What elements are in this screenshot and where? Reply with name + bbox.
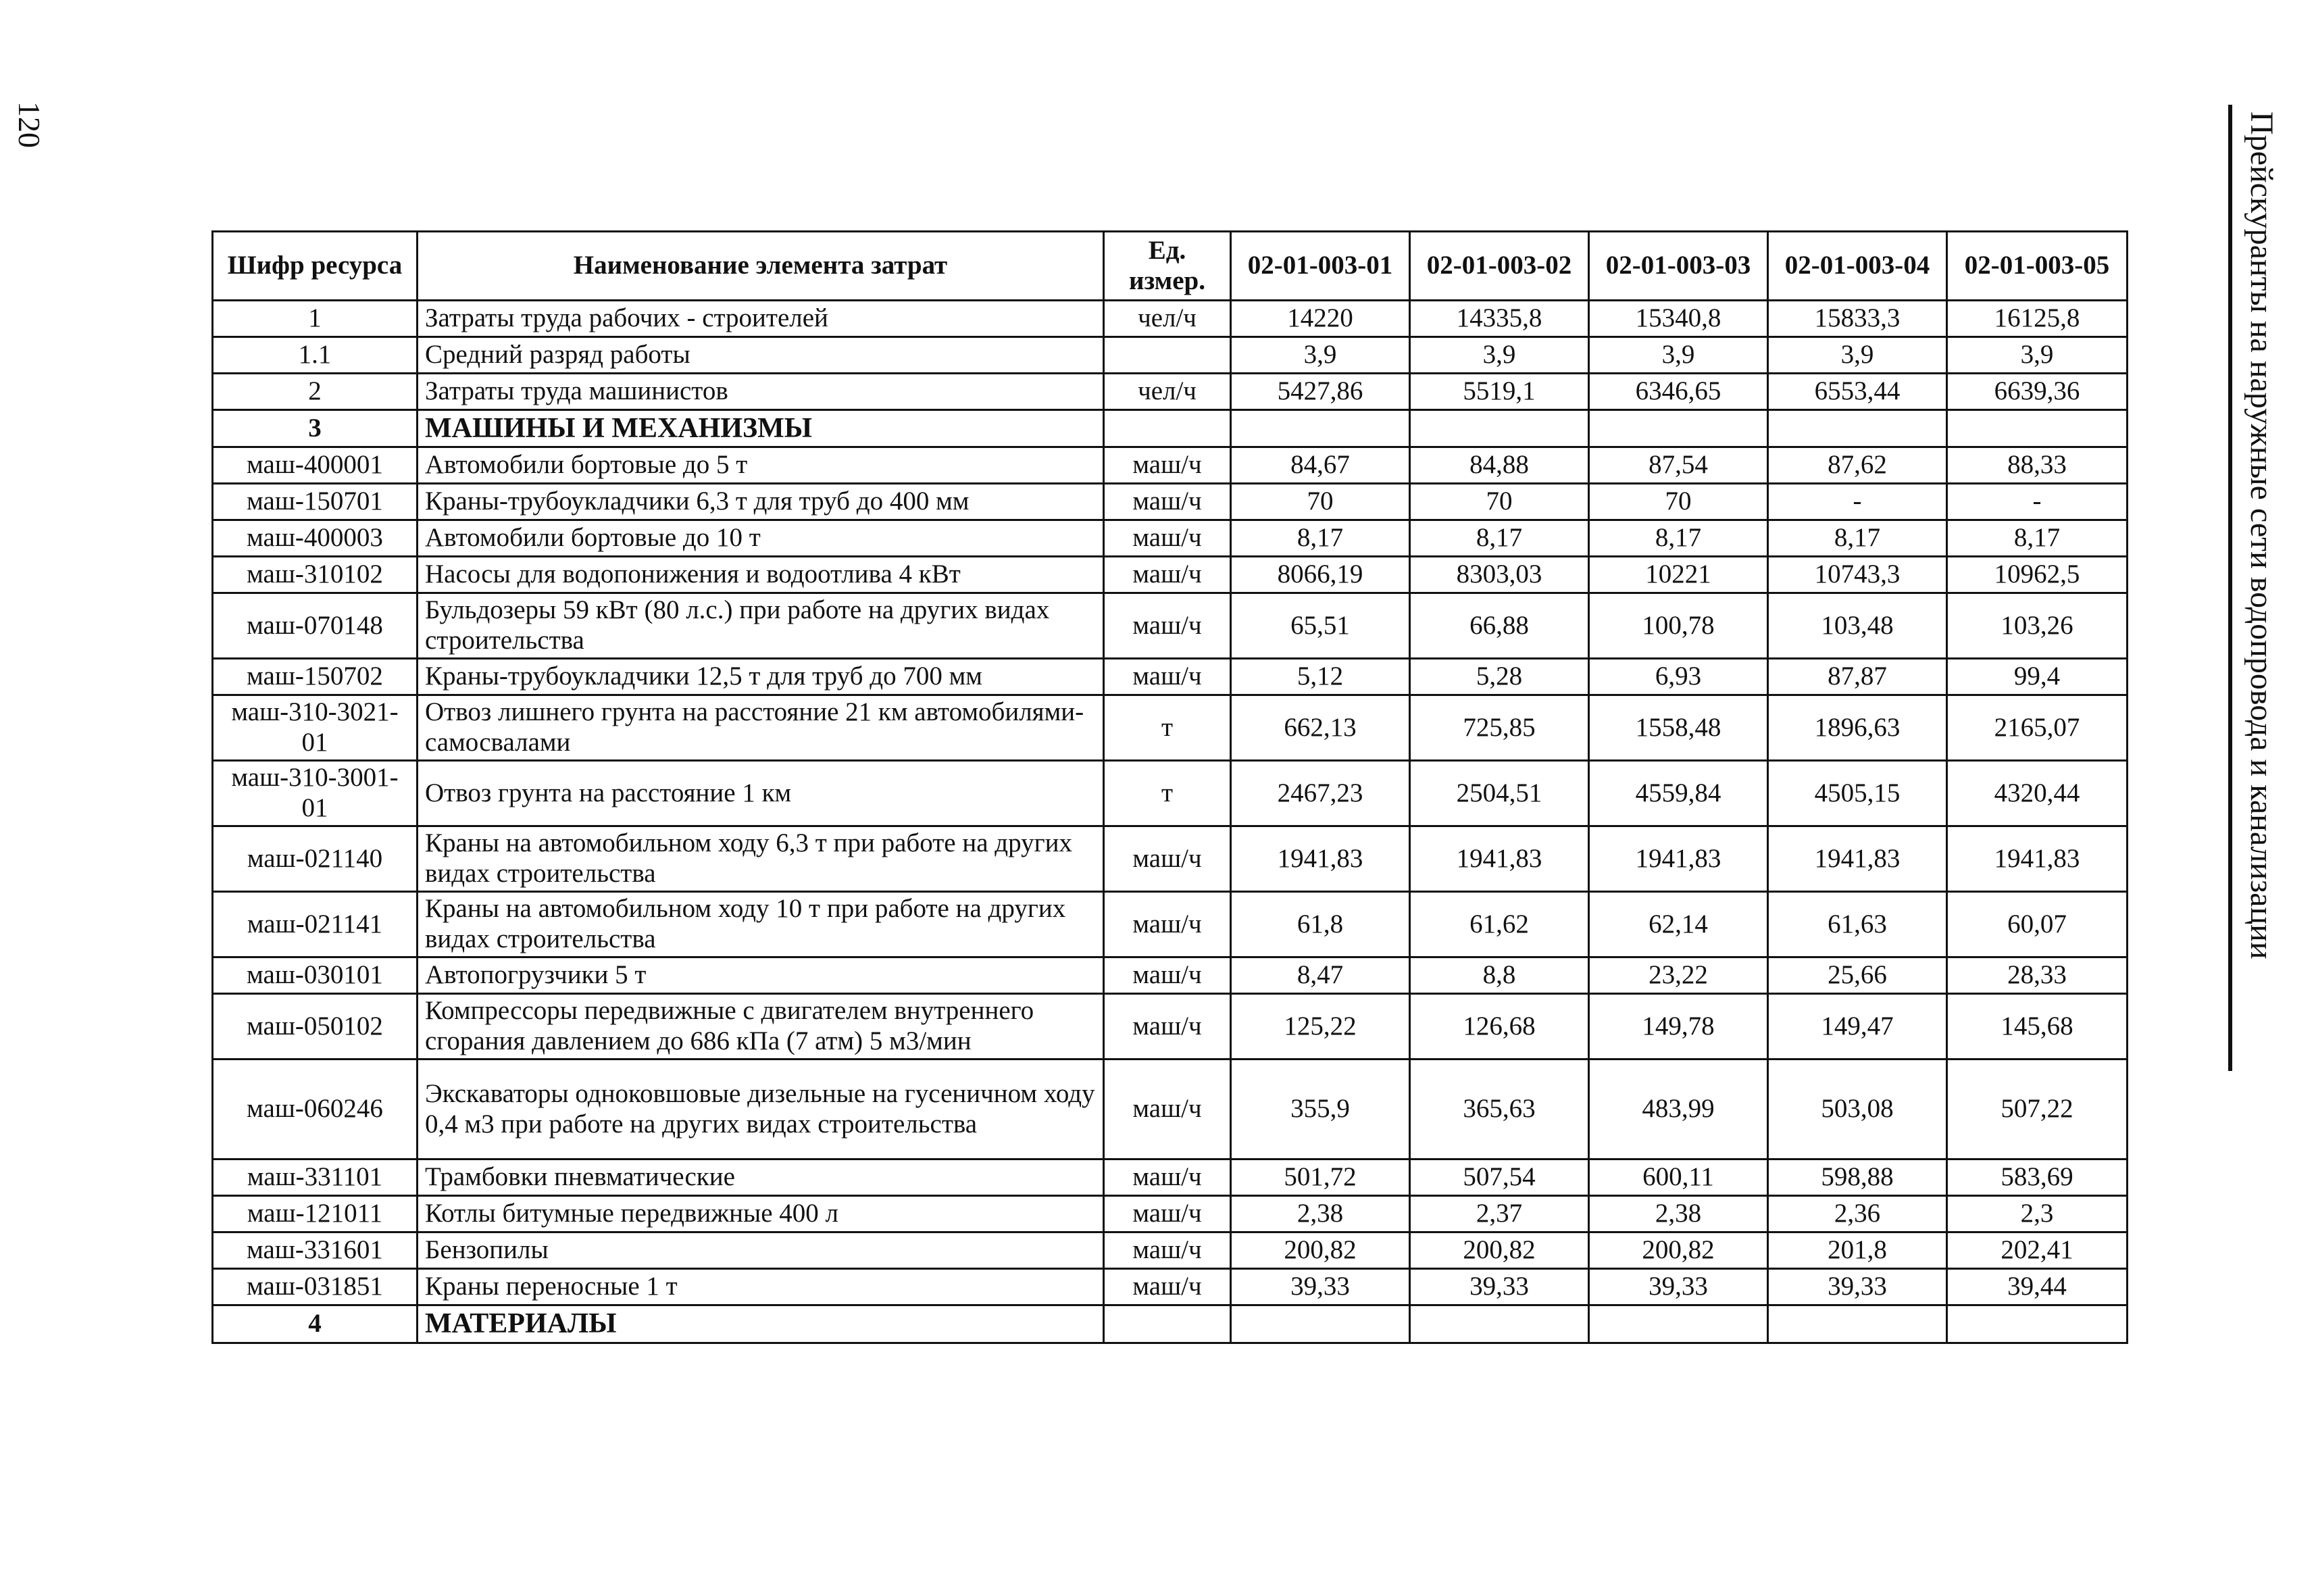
value-02: 39,33 — [1410, 1269, 1589, 1305]
table-row — [213, 994, 2128, 1059]
value-05: 16125,8 — [1947, 301, 2128, 337]
resource-code: 1.1 — [213, 337, 418, 374]
table-row — [213, 301, 2128, 337]
value-04: 25,66 — [1768, 957, 1947, 994]
table-row — [213, 520, 2128, 557]
resource-name: Бульдозеры 59 кВт (80 л.с.) при работе на других видах строительства — [418, 593, 1104, 659]
value-04: 1941,83 — [1768, 826, 1947, 892]
resource-unit: маш/ч — [1104, 1059, 1231, 1159]
value-03: 100,78 — [1589, 593, 1768, 659]
table-row — [213, 484, 2128, 520]
value-05: 60,07 — [1947, 892, 2128, 957]
header-col-04: 02-01-003-04 — [1768, 232, 1947, 301]
resource-unit: маш/ч — [1104, 1269, 1231, 1305]
resource-name: Экскаваторы одноковшовые дизельные на гусеничном ходу 0,4 м3 при работе на других видах строительства — [418, 1059, 1104, 1159]
value-05: - — [1947, 484, 2128, 520]
value-02: 5519,1 — [1410, 374, 1589, 410]
value-03: 15340,8 — [1589, 301, 1768, 337]
resource-code: маш-121011 — [213, 1196, 418, 1232]
value-01: 61,8 — [1231, 892, 1410, 957]
value-05: 6639,36 — [1947, 374, 2128, 410]
value-01: 8,47 — [1231, 957, 1410, 994]
table-row — [213, 892, 2128, 957]
value-05: 202,41 — [1947, 1232, 2128, 1269]
value-02: 1941,83 — [1410, 826, 1589, 892]
resource-unit — [1104, 1305, 1231, 1343]
value-03: 23,22 — [1589, 957, 1768, 994]
resource-code: маш-400003 — [213, 520, 418, 557]
value-02: 365,63 — [1410, 1059, 1589, 1159]
table-row — [213, 557, 2128, 593]
resource-code: маш-400001 — [213, 447, 418, 484]
header-col-02: 02-01-003-02 — [1410, 232, 1589, 301]
resource-name: Отвоз лишнего грунта на расстояние 21 км автомобилями-самосвалами — [418, 695, 1104, 761]
value-04: 87,62 — [1768, 447, 1947, 484]
value-05 — [1947, 1305, 2128, 1343]
resource-unit — [1104, 337, 1231, 374]
resource-code: 1 — [213, 301, 418, 337]
resource-name: Краны на автомобильном ходу 10 т при работе на других видах строительства — [418, 892, 1104, 957]
resource-code: маш-070148 — [213, 593, 418, 659]
resource-unit: чел/ч — [1104, 301, 1231, 337]
header-unit: Ед. измер. — [1104, 232, 1231, 301]
value-01: 5,12 — [1231, 659, 1410, 695]
value-02: 507,54 — [1410, 1159, 1589, 1196]
value-05: 507,22 — [1947, 1059, 2128, 1159]
table-row — [213, 337, 2128, 374]
value-03: 1941,83 — [1589, 826, 1768, 892]
value-03: 200,82 — [1589, 1232, 1768, 1269]
resource-unit: маш/ч — [1104, 892, 1231, 957]
resource-code: маш-060246 — [213, 1059, 418, 1159]
header-col-05: 02-01-003-05 — [1947, 232, 2128, 301]
value-01: 125,22 — [1231, 994, 1410, 1059]
section-row — [213, 1305, 2128, 1343]
value-02: 8,17 — [1410, 520, 1589, 557]
value-04: 2,36 — [1768, 1196, 1947, 1232]
header-code: Шифр ресурса — [213, 232, 418, 301]
resource-unit: маш/ч — [1104, 1232, 1231, 1269]
resource-code: маш-150701 — [213, 484, 418, 520]
value-03: 6346,65 — [1589, 374, 1768, 410]
resource-code: маш-150702 — [213, 659, 418, 695]
resource-unit: т — [1104, 761, 1231, 826]
value-05: 88,33 — [1947, 447, 2128, 484]
value-03: 6,93 — [1589, 659, 1768, 695]
value-05: 2,3 — [1947, 1196, 2128, 1232]
section-number: 3 — [213, 410, 418, 447]
value-05: 10962,5 — [1947, 557, 2128, 593]
value-01: 8066,19 — [1231, 557, 1410, 593]
value-01: 2467,23 — [1231, 761, 1410, 826]
section-row — [213, 410, 2128, 447]
value-05: 145,68 — [1947, 994, 2128, 1059]
value-02 — [1410, 1305, 1589, 1343]
resource-name: Автопогрузчики 5 т — [418, 957, 1104, 994]
resource-name: Отвоз грунта на расстояние 1 км — [418, 761, 1104, 826]
resource-unit: маш/ч — [1104, 484, 1231, 520]
resource-cost-table — [211, 230, 2128, 1344]
value-01: 3,9 — [1231, 337, 1410, 374]
resource-unit: маш/ч — [1104, 957, 1231, 994]
value-03 — [1589, 410, 1768, 447]
resource-code: маш-050102 — [213, 994, 418, 1059]
value-04: 15833,3 — [1768, 301, 1947, 337]
side-divider-rule — [2228, 105, 2232, 1071]
value-05 — [1947, 410, 2128, 447]
value-01 — [1231, 410, 1410, 447]
value-02: 84,88 — [1410, 447, 1589, 484]
resource-code: маш-310-3001-01 — [213, 761, 418, 826]
value-04: - — [1768, 484, 1947, 520]
value-02: 70 — [1410, 484, 1589, 520]
value-04 — [1768, 410, 1947, 447]
value-04: 103,48 — [1768, 593, 1947, 659]
value-01: 39,33 — [1231, 1269, 1410, 1305]
value-01: 355,9 — [1231, 1059, 1410, 1159]
value-04: 598,88 — [1768, 1159, 1947, 1196]
table-row — [213, 374, 2128, 410]
value-05: 28,33 — [1947, 957, 2128, 994]
value-03: 4559,84 — [1589, 761, 1768, 826]
value-04: 87,87 — [1768, 659, 1947, 695]
value-01: 5427,86 — [1231, 374, 1410, 410]
resource-name: Трамбовки пневматические — [418, 1159, 1104, 1196]
value-05: 39,44 — [1947, 1269, 2128, 1305]
value-03: 149,78 — [1589, 994, 1768, 1059]
header-col-01: 02-01-003-01 — [1231, 232, 1410, 301]
resource-name: Краны-трубоукладчики 12,5 т для труб до 700 мм — [418, 659, 1104, 695]
resource-name: Бензопилы — [418, 1232, 1104, 1269]
value-04: 4505,15 — [1768, 761, 1947, 826]
resource-unit: маш/ч — [1104, 447, 1231, 484]
resource-unit: маш/ч — [1104, 520, 1231, 557]
resource-name: Автомобили бортовые до 10 т — [418, 520, 1104, 557]
header-name: Наименование элемента затрат — [418, 232, 1104, 301]
value-03: 1558,48 — [1589, 695, 1768, 761]
value-04: 149,47 — [1768, 994, 1947, 1059]
table-row — [213, 447, 2128, 484]
resource-unit: маш/ч — [1104, 994, 1231, 1059]
section-title: МАШИНЫ И МЕХАНИЗМЫ — [418, 410, 1104, 447]
resource-code: маш-031851 — [213, 1269, 418, 1305]
value-03: 8,17 — [1589, 520, 1768, 557]
value-04 — [1768, 1305, 1947, 1343]
table-row — [213, 1196, 2128, 1232]
resource-unit: маш/ч — [1104, 1159, 1231, 1196]
value-03: 3,9 — [1589, 337, 1768, 374]
value-02: 2,37 — [1410, 1196, 1589, 1232]
value-01: 662,13 — [1231, 695, 1410, 761]
table-row — [213, 826, 2128, 892]
resource-code: маш-310102 — [213, 557, 418, 593]
value-05: 583,69 — [1947, 1159, 2128, 1196]
value-05: 2165,07 — [1947, 695, 2128, 761]
value-03: 10221 — [1589, 557, 1768, 593]
value-04: 201,8 — [1768, 1232, 1947, 1269]
page-number: 120 — [12, 101, 47, 148]
value-05: 99,4 — [1947, 659, 2128, 695]
resource-name: Краны переносные 1 т — [418, 1269, 1104, 1305]
resource-code: маш-310-3021-01 — [213, 695, 418, 761]
resource-name: Краны-трубоукладчики 6,3 т для труб до 400 мм — [418, 484, 1104, 520]
table-row — [213, 1269, 2128, 1305]
value-02: 66,88 — [1410, 593, 1589, 659]
value-01: 8,17 — [1231, 520, 1410, 557]
resource-name: Затраты труда рабочих - строителей — [418, 301, 1104, 337]
value-01: 2,38 — [1231, 1196, 1410, 1232]
value-03: 483,99 — [1589, 1059, 1768, 1159]
value-02: 3,9 — [1410, 337, 1589, 374]
table-row — [213, 659, 2128, 695]
value-03: 2,38 — [1589, 1196, 1768, 1232]
value-02: 8303,03 — [1410, 557, 1589, 593]
table-row — [213, 695, 2128, 761]
resource-code: маш-331601 — [213, 1232, 418, 1269]
value-02: 200,82 — [1410, 1232, 1589, 1269]
resource-name: Насосы для водопонижения и водоотлива 4 кВт — [418, 557, 1104, 593]
value-01: 1941,83 — [1231, 826, 1410, 892]
value-01: 65,51 — [1231, 593, 1410, 659]
value-02: 5,28 — [1410, 659, 1589, 695]
resource-name: Средний разряд работы — [418, 337, 1104, 374]
value-02: 61,62 — [1410, 892, 1589, 957]
table-header-row — [213, 232, 2128, 301]
table-row — [213, 593, 2128, 659]
section-number: 4 — [213, 1305, 418, 1343]
value-02 — [1410, 410, 1589, 447]
resource-code: маш-331101 — [213, 1159, 418, 1196]
resource-name: Котлы битумные передвижные 400 л — [418, 1196, 1104, 1232]
resource-name: Затраты труда машинистов — [418, 374, 1104, 410]
running-header-title: Прейскуранты на наружные сети водопровода и канализации — [2244, 111, 2280, 959]
table-row — [213, 1232, 2128, 1269]
resource-unit: маш/ч — [1104, 659, 1231, 695]
resource-unit: маш/ч — [1104, 826, 1231, 892]
value-02: 2504,51 — [1410, 761, 1589, 826]
value-04: 61,63 — [1768, 892, 1947, 957]
value-03 — [1589, 1305, 1768, 1343]
table-row — [213, 1059, 2128, 1159]
resource-unit: т — [1104, 695, 1231, 761]
resource-name: Автомобили бортовые до 5 т — [418, 447, 1104, 484]
resource-unit: маш/ч — [1104, 593, 1231, 659]
resource-name: Компрессоры передвижные с двигателем внутреннего сгорания давлением до 686 кПа (7 атм) 5 м3/мин — [418, 994, 1104, 1059]
value-02: 14335,8 — [1410, 301, 1589, 337]
resource-code: 2 — [213, 374, 418, 410]
value-01: 200,82 — [1231, 1232, 1410, 1269]
value-04: 503,08 — [1768, 1059, 1947, 1159]
resource-unit: маш/ч — [1104, 557, 1231, 593]
value-04: 39,33 — [1768, 1269, 1947, 1305]
value-05: 1941,83 — [1947, 826, 2128, 892]
value-04: 1896,63 — [1768, 695, 1947, 761]
value-03: 62,14 — [1589, 892, 1768, 957]
value-05: 3,9 — [1947, 337, 2128, 374]
value-01: 70 — [1231, 484, 1410, 520]
resource-code: маш-030101 — [213, 957, 418, 994]
resource-unit — [1104, 410, 1231, 447]
value-04: 8,17 — [1768, 520, 1947, 557]
table-row — [213, 957, 2128, 994]
value-04: 3,9 — [1768, 337, 1947, 374]
value-03: 39,33 — [1589, 1269, 1768, 1305]
value-05: 4320,44 — [1947, 761, 2128, 826]
value-04: 6553,44 — [1768, 374, 1947, 410]
value-01: 14220 — [1231, 301, 1410, 337]
value-05: 103,26 — [1947, 593, 2128, 659]
value-04: 10743,3 — [1768, 557, 1947, 593]
table-row — [213, 1159, 2128, 1196]
value-03: 600,11 — [1589, 1159, 1768, 1196]
value-02: 126,68 — [1410, 994, 1589, 1059]
resource-code: маш-021141 — [213, 892, 418, 957]
value-01: 501,72 — [1231, 1159, 1410, 1196]
table-row — [213, 761, 2128, 826]
value-02: 8,8 — [1410, 957, 1589, 994]
value-01 — [1231, 1305, 1410, 1343]
value-02: 725,85 — [1410, 695, 1589, 761]
value-03: 70 — [1589, 484, 1768, 520]
value-01: 84,67 — [1231, 447, 1410, 484]
value-05: 8,17 — [1947, 520, 2128, 557]
value-03: 87,54 — [1589, 447, 1768, 484]
section-title: МАТЕРИАЛЫ — [418, 1305, 1104, 1343]
header-col-03: 02-01-003-03 — [1589, 232, 1768, 301]
resource-name: Краны на автомобильном ходу 6,3 т при работе на других видах строительства — [418, 826, 1104, 892]
resource-code: маш-021140 — [213, 826, 418, 892]
resource-unit: чел/ч — [1104, 374, 1231, 410]
resource-unit: маш/ч — [1104, 1196, 1231, 1232]
